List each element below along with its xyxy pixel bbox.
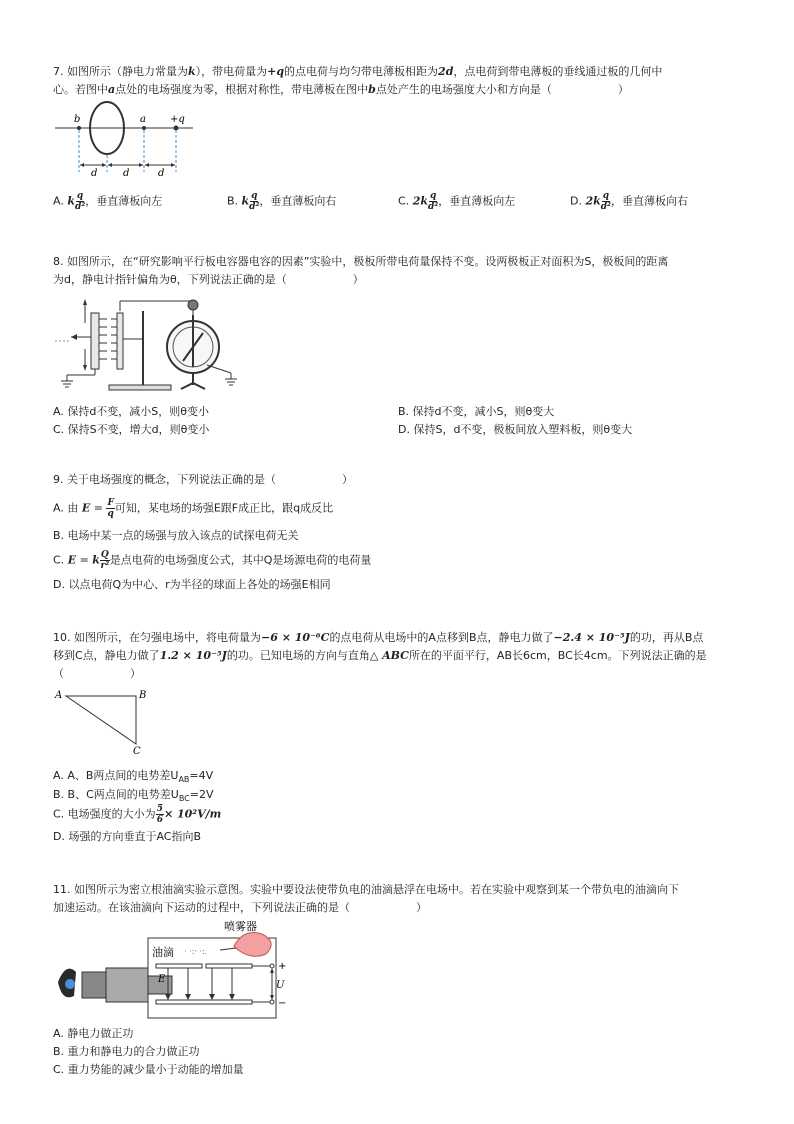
q10-option-a[interactable]: A. A、B两点间的电势差$U_{AB}=4V$	[53, 769, 214, 785]
q11-stem-line1: 11. 如图所示为密立根油滴实验示意图。实验中要设法使带负电的油滴悬浮在电场中。若在实验中观察到某一个带负电的油滴向下	[53, 883, 679, 896]
label-minus: −	[278, 998, 287, 1009]
q8-option-a[interactable]: A. 保持d不变，减小S，则θ变小	[53, 405, 210, 418]
q8-option-d[interactable]: D. 保持S，d不变，极板间放入塑料板，则θ变大	[398, 423, 633, 436]
label-oil: 油滴	[152, 946, 174, 959]
label-d3: d	[158, 168, 165, 179]
q10-option-b[interactable]: B. B、C两点间的电势差$U_{BC}=2V$	[53, 788, 214, 804]
point-a	[142, 126, 146, 130]
q10-stem-line3: （ ）	[53, 667, 141, 680]
q9-option-d[interactable]: D. 以点电荷Q为中心、r为半径的球面上各处的场强E相同	[53, 578, 331, 591]
label-E: E	[158, 974, 166, 985]
q8-option-b[interactable]: B. 保持d不变，减小S，则θ变大	[398, 405, 555, 418]
label-B: B	[139, 690, 147, 701]
q7-option-d[interactable]: D. 2k $\frac{q}{\text{d²}}$ ，垂直薄板向右	[570, 191, 688, 212]
q9-option-a[interactable]: A. 由 E = $\frac{F}{q}$ 可知，某电场的场强E跟F成正比，跟q成反比	[53, 498, 334, 519]
q8-option-c[interactable]: C. 保持S不变，增大d，则θ变小	[53, 423, 210, 436]
q10-stem-line2: 移到C点，静电力做了1.2 × 10⁻⁵J的功。已知电场的方向与直角△ ABC所在的平面平行，AB长6cm，BC长4cm。下列说法正确的是	[53, 649, 707, 662]
label-A: A	[55, 690, 63, 701]
triangle-abc	[66, 696, 136, 744]
q7-option-a[interactable]: A. k $\frac{q}{\text{d²}}$ ，垂直薄板向左	[53, 191, 163, 212]
right-plate	[117, 313, 123, 369]
label-C: C	[133, 746, 141, 756]
q10-option-d[interactable]: D. 场强的方向垂直于AC指向B	[53, 830, 202, 843]
q11-option-a[interactable]: A. 静电力做正功	[53, 1027, 134, 1040]
q8-figure	[55, 293, 240, 393]
q7-figure	[55, 100, 195, 180]
label-d1: d	[91, 168, 98, 179]
label-a: a	[140, 114, 146, 125]
top-plate-right	[206, 964, 252, 968]
top-plate-left	[156, 964, 202, 968]
microscope	[82, 972, 106, 998]
left-plate	[91, 313, 99, 369]
q11-option-b[interactable]: B. 重力和静电力的合力做正功	[53, 1045, 200, 1058]
q10-figure	[52, 686, 152, 756]
charge-q	[174, 126, 179, 131]
q11-stem-line2: 加速运动。在该油滴向下运动的过程中，下列说法正确的是（ ）	[53, 901, 427, 914]
q8-stem-line2: 为d，静电计指针偏角为θ，下列说法正确的是（ ）	[53, 273, 364, 286]
q7-stem-line1: 7. 如图所示（静电力常量为k），带电荷量为+q的点电荷与均匀带电薄板相距为2d，点电荷到带电薄板的垂线通过板的几何中	[53, 65, 663, 78]
q11-option-c[interactable]: C. 重力势能的减少量小于动能的增加量	[53, 1063, 244, 1076]
svg-text:· ·:· ·:.: · ·:· ·:.	[184, 947, 208, 956]
q8-stem-line1: 8. 如图所示，在“研究影响平行板电容器电容的因素”实验中，极板所带电荷量保持不变。设两极板正对面积为S，极板间的距离	[53, 255, 669, 268]
q11-figure	[52, 920, 292, 1020]
label-d2: d	[123, 168, 130, 179]
sprayer-bulb	[234, 933, 271, 957]
q7-option-c[interactable]: C. 2k $\frac{q}{\text{d²}}$ ，垂直薄板向左	[398, 191, 516, 212]
label-b: b	[74, 114, 81, 125]
point-b	[77, 126, 81, 130]
q9-stem: 9. 关于电场强度的概念，下列说法正确的是（ ）	[53, 473, 353, 486]
q9-option-c[interactable]: C. E = k $\frac{Q}{\text{r²}}$ 是点电荷的电场强度公式，其中Q是场源电荷的电荷量	[53, 550, 372, 571]
label-U: U	[276, 980, 285, 991]
q7-option-b[interactable]: B. k $\frac{q}{\text{d²}}$ ，垂直薄板向右	[227, 191, 337, 212]
q10-stem-line1: 10. 如图所示，在匀强电场中，将电荷量为−6 × 10⁻⁶C的点电荷从电场中的A点移到B点，静电力做了−2.4 × 10⁻⁵J的功，再从B点	[53, 631, 704, 644]
q7-stem-line2: 心。若图中a点处的电场强度为零，根据对称性，带电薄板在图中b点处产生的电场强度大小和方向是（ ）	[53, 83, 629, 96]
label-q: +q	[170, 114, 185, 125]
q10-option-c[interactable]: C. 电场强度的大小为 $\frac{5}{6}$ × 10²V/m	[53, 804, 222, 825]
bottom-plate	[156, 1000, 252, 1004]
label-sprayer: 喷雾器	[224, 920, 257, 933]
label-plus: +	[278, 961, 287, 972]
q9-option-b[interactable]: B. 电场中某一点的场强与放入该点的试探电荷无关	[53, 529, 299, 542]
